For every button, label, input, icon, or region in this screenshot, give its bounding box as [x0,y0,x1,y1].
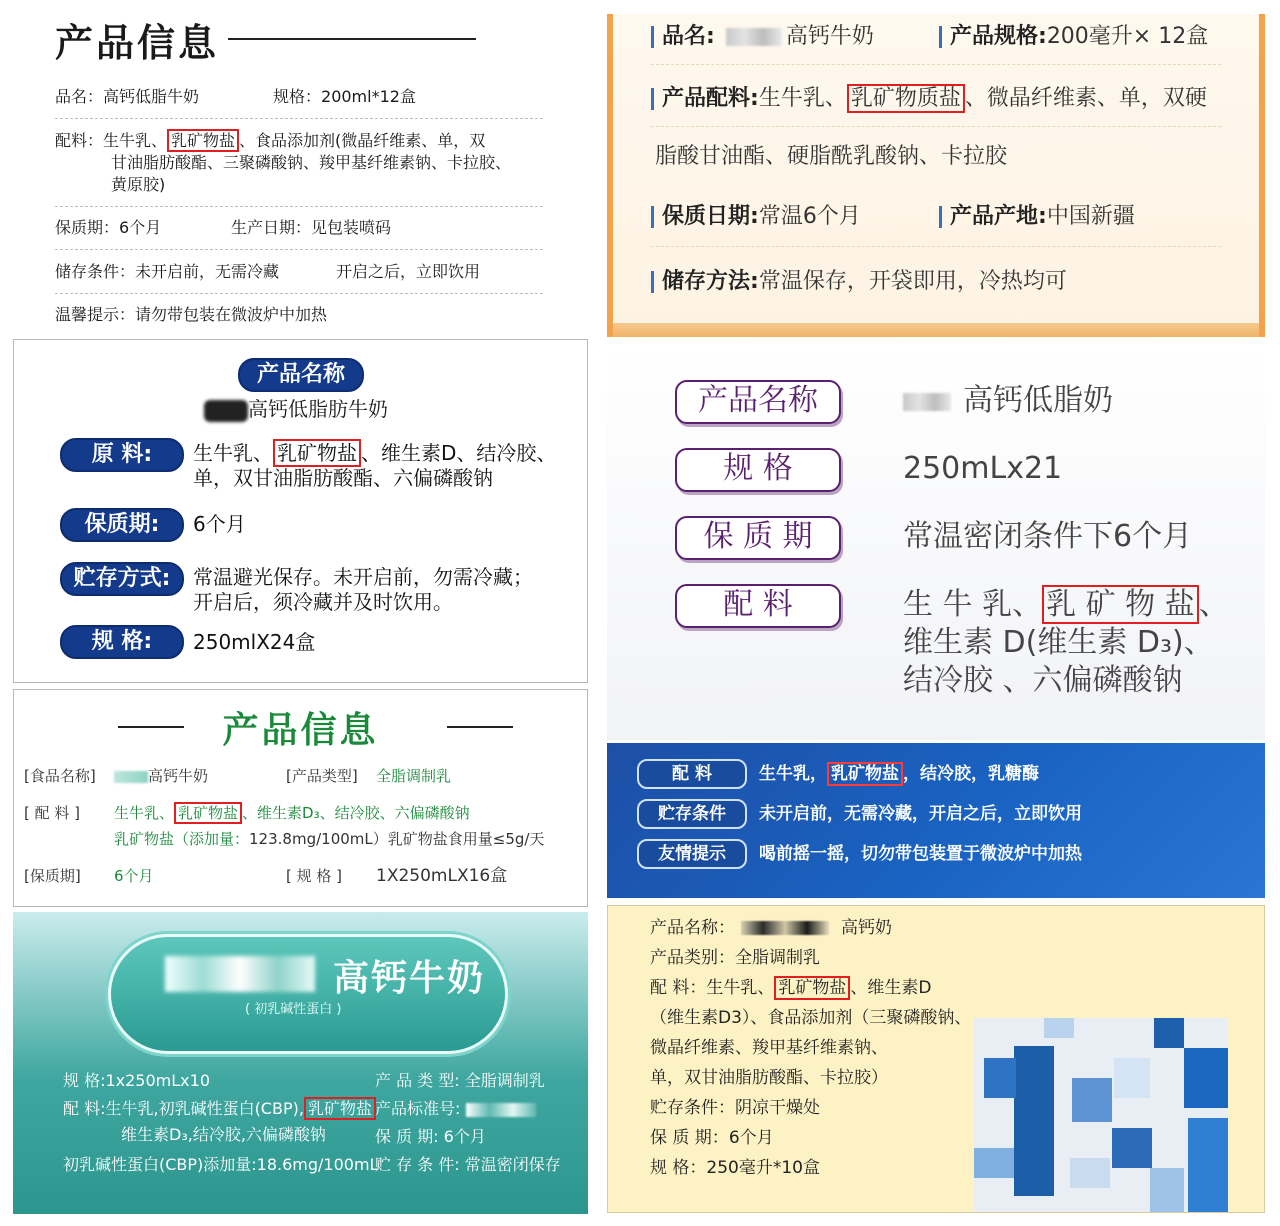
standard-number [375,1096,536,1122]
tip-value: 喝前摇一摇，切勿带包装置于微波炉中加热 [759,844,1082,864]
std-label: 产品标准号: [375,1099,461,1118]
storage-line: 开启后，须冷藏并及时饮用。 [193,590,453,614]
ingredients-value [193,441,556,491]
redacted-brand [726,28,782,46]
shelf-value: 常温6个月 [758,204,861,229]
ingredients-label [24,802,80,824]
tip-row [55,304,543,336]
spec-value: 250mLx21 [903,451,1063,486]
accent-bar [651,271,654,293]
redacted-brand [114,771,148,783]
storage-value: 阴凉干燥处 [735,1098,820,1118]
label-panel-7 [13,912,588,1214]
shelf: 保 质 期: 6个月 [375,1127,486,1146]
spec-value: 250mlX24盒 [193,630,316,654]
shelf-value: 常温密闭条件下6个月 [903,519,1193,554]
ingredients-label: 配 料： [650,978,707,998]
spec-value: 250毫升*10盒 [706,1158,820,1178]
ingredients-text: 、维生素D、结冷胶、 [361,441,557,465]
spec-value: 200ml*12盒 [321,87,416,106]
highlight-box: 乳矿物盐 [774,976,850,1000]
name-label: 品名: [662,24,715,49]
name-spec-row [651,22,1221,52]
ingredients-pill: 配 料 [675,584,841,628]
shelf-value: 6个月 [193,512,246,536]
brand-subtitle: ( 初乳碱性蛋白 ) [245,1002,342,1017]
ingredients-line: 甘油脂肪酸酯、三聚磷酸钠、羧甲基纤维素钠、卡拉胶、 [111,153,512,172]
spec-label [286,865,342,887]
label-panel-5 [13,689,588,907]
ingredients-text: 123.8mg/100mL）乳矿物盐食用量≤5g/天 [249,830,545,848]
ingredients-text: 配 料:生牛乳,初乳碱性蛋白(CBP), [63,1099,304,1118]
ingredients-text: 生 牛 乳、 [903,587,1043,622]
shelf-value: 6个月 [728,1128,774,1148]
name-value: 高钙奶 [841,918,892,938]
storage-value: 未开启前，无需冷藏，开启之后，立即饮用 [759,804,1082,824]
ingredients-line: 维生素D₃,结冷胶,六偏磷酸钠 [121,1125,326,1144]
divider [651,126,1221,127]
shelf-label: 保质日期: [662,204,759,229]
category-row [650,946,820,970]
label-panel-2 [607,14,1265,337]
highlight-box: 乳矿物盐 [273,439,361,467]
label-panel-1 [0,0,600,336]
highlight-box: 乳矿物盐 [174,802,242,824]
name-row [114,765,208,787]
ingredients-line: 单，双甘油脂肪酸酯、六偏磷酸钠 [193,466,493,490]
accent-bar [651,26,654,48]
redacted-value [466,1103,536,1117]
divider [651,64,1221,65]
label-text: [ 配 料 ] [24,804,81,822]
ingredients-line: （维生素D3）、食品添加剂（三聚磷酸钠、 [650,1008,972,1028]
name-row [650,916,892,940]
ingredients-text: 、维生素D₃、结冷胶、六偏磷酸钠 [242,804,470,822]
storage-row [651,267,1221,297]
ingredients-pill: 配 料 [637,759,747,789]
name-row [903,382,1113,420]
label-text: [产品类型] [286,767,358,785]
redacted-brand [741,921,829,935]
ingredients-text: 乳矿物盐（添加量： [114,830,250,848]
shelf-row [650,1126,774,1150]
spec-label: 规格： [273,87,322,106]
spec-row [650,1156,820,1180]
spec-pill: 规 格: [60,625,184,659]
ingredients-line: 脂酸甘油酯、硬脂酰乳酸钠、卡拉胶 [655,144,1008,169]
name-spec-row [55,86,543,119]
spec-value [376,865,507,887]
storage-pill: 贮存条件 [637,799,747,829]
accent-bar [651,206,654,228]
spec-text: 1X250mLX16盒 [376,866,508,886]
brand-name: 高钙牛奶 [333,958,486,999]
panel-5-title: 产品信息 [222,710,379,751]
highlight-box: 乳矿物盐 [167,129,239,152]
storage-value [193,565,533,615]
storage: 贮 存 条 件: 常温密闭保存 [375,1155,561,1174]
accent-bar [939,206,942,228]
accent-bar [939,26,942,48]
storage-row [55,261,543,294]
spec-pill: 规 格 [675,448,841,492]
shelf-pill: 保 质 期 [675,516,841,560]
name-label: 品名： [55,87,104,106]
tip-pill: 友情提示 [637,839,747,869]
ingredients-value [63,1096,376,1122]
date-label: 生产日期： [231,218,312,237]
category-label: 产品类别： [650,948,735,968]
ingredients-text: 、 [1198,587,1229,622]
spec-value: 200毫升× 12盒 [1046,24,1209,49]
ingredients-text: 、维生素D [850,978,932,998]
storage-value: 开启之后，立即饮用 [336,262,481,281]
label-text: [ 规 格 ] [286,867,343,885]
redacted-brand [204,400,248,422]
name-value: 高钙牛奶 [148,767,209,785]
divider [651,246,1221,247]
name-value: 高钙低脂奶 [963,383,1113,418]
label-panel-8 [607,905,1265,1213]
storage-row [650,1096,820,1120]
tip-label: 温馨提示： [55,305,136,324]
spec-label: 产品规格: [950,24,1047,49]
title-rule [447,726,513,728]
type-label [286,765,358,787]
name-value: 高钙牛奶 [785,24,874,49]
shelf-origin-row [651,202,1221,232]
shelf-label [24,865,81,887]
highlight-box: 乳矿物盐 [827,762,903,786]
ingredients-text: 生牛乳、 [193,441,273,465]
redacted-brand [903,393,951,411]
highlight-box: 乳矿物盐 [304,1097,376,1120]
product-name-pill: 产品名称 [675,380,841,424]
ingredients-label: 配料： [55,131,104,150]
product-name-row [204,396,388,422]
storage-label: 储存条件： [55,262,136,281]
type-value: 全脂调制乳 [376,767,452,785]
name-value: 高钙低脂牛奶 [103,87,200,106]
product-name-pill: 产品名称 [238,358,364,392]
ingredients-line: 维生素 D(维生素 D₃)、 [903,625,1214,660]
label-panel-6 [607,743,1265,898]
ingredients-line: 黄原胶) [111,175,166,194]
storage-pill: 贮存方式: [60,562,184,596]
ingredients-text: ，结冷胶，乳糖酶 [903,764,1039,784]
ingredients-text: 生牛乳、 [758,86,847,111]
name-label [24,765,96,787]
ingredients-text: 、微晶纤维素、单，双硬 [964,86,1207,111]
spec: 规 格:1x250mLx10 [63,1071,210,1090]
label-text: [保质期] [24,867,81,885]
ingredients-line [114,828,544,850]
label-text: [食品名称] [24,767,96,785]
storage-value: 常温保存，开袋即用，冷热均可 [758,269,1067,294]
accent-bar [651,88,654,110]
label-panel-3 [13,339,588,683]
ingredients-value [759,761,1039,787]
ingredients-row [651,84,1221,114]
shelf-label: 保 质 期： [650,1128,729,1148]
name-label: 产品名称： [650,918,735,938]
storage-label: 贮存条件： [650,1098,735,1118]
ingredients-line: 微晶纤维素、羧甲基纤维素钠、 [650,1038,888,1058]
shelf-row [55,217,543,250]
storage-label: 储存方法: [662,269,759,294]
ingredients-pill: 原 料: [60,438,184,472]
shelf-label: 保质期： [55,218,120,237]
label-panel-4 [607,340,1265,740]
ingredients-text: 、食品添加剂(微晶纤维素、单，双 [239,131,486,150]
cbp-amount: 初乳碱性蛋白(CBP)添加量:18.6mg/100mL [63,1155,379,1174]
pixelated-logo [974,1018,1228,1212]
date-value: 见包装喷码 [311,218,392,237]
ingredients-row [650,976,932,1000]
ingredients-row [55,130,543,207]
product-type: 产 品 类 型: 全脂调制乳 [375,1071,545,1090]
highlight-box: 乳 矿 物 盐 [1042,585,1199,624]
ingredients-text: 生牛乳、 [114,804,175,822]
tip-value: 请勿带包装在微波炉中加热 [135,305,328,324]
spec-label: 规 格： [650,1158,707,1178]
storage-line: 常温避光保存。未开启前，勿需冷藏； [193,565,533,589]
shelf-value: 6个月 [114,867,154,885]
category-value: 全脂调制乳 [735,948,820,968]
origin-label: 产品产地: [950,204,1047,229]
panel-1-title: 产品信息 [55,21,220,65]
ingredients-value [903,586,1229,700]
shelf-pill: 保质期: [60,508,184,542]
ingredients-text: 生牛乳、 [103,131,168,150]
storage-value: 未开启前，无需冷藏 [135,262,280,281]
origin-value: 中国新疆 [1046,204,1135,229]
title-rule [228,38,476,40]
shelf-value: 6个月 [119,218,162,237]
ingredients-line: 结冷胶 、六偏磷酸钠 [903,663,1183,698]
ingredients-text: 生牛乳， [759,764,827,784]
ingredients-value [114,802,470,824]
ingredients-text: 生牛乳、 [706,978,775,998]
highlight-box: 乳矿物质盐 [847,84,965,113]
redacted-brand [165,956,315,992]
ingredients-line: 单，双甘油脂肪酸酯、卡拉胶） [650,1068,888,1088]
ingredients-label: 产品配料: [662,86,759,111]
product-name: 高钙低脂肪牛奶 [248,397,388,421]
